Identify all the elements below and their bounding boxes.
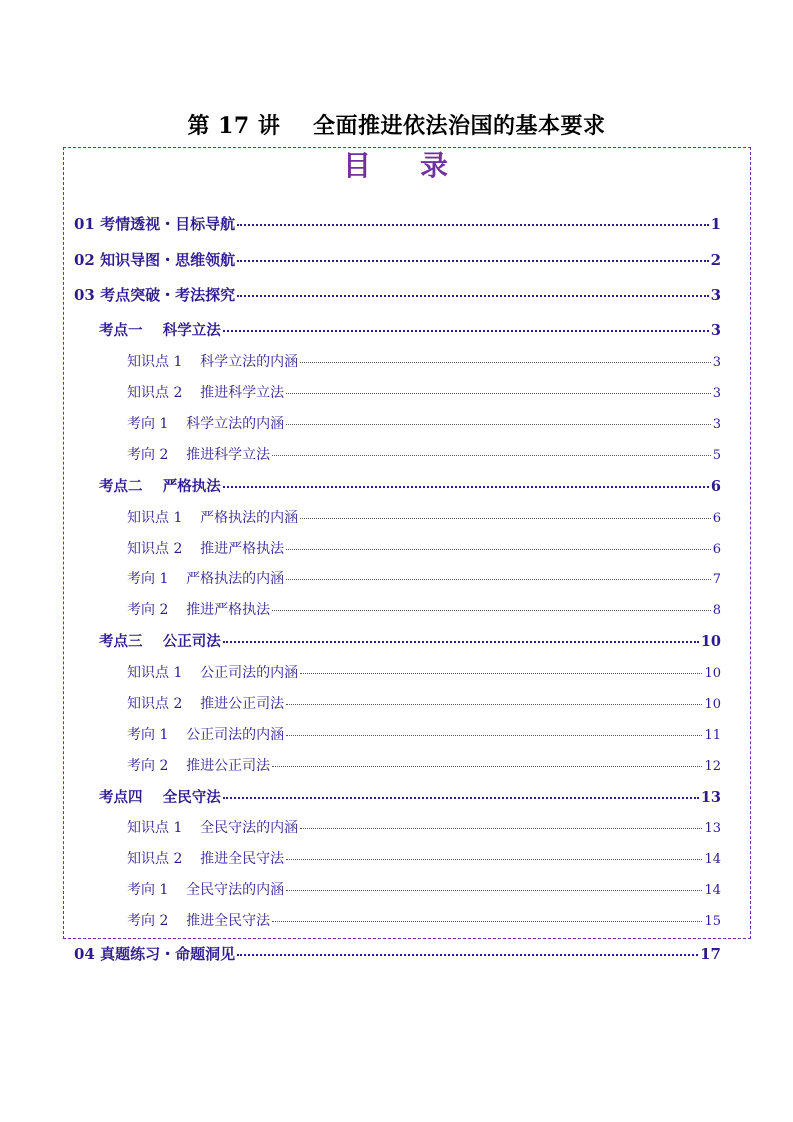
dot-leader	[300, 672, 702, 674]
toc-entry-label: 知识点 1 全民守法的内涵	[127, 820, 299, 836]
toc-entry-section-04[interactable]	[74, 943, 721, 964]
toc-entry-page: 11	[704, 728, 721, 743]
dot-leader	[286, 392, 711, 394]
dot-leader	[237, 294, 708, 297]
dot-leader	[272, 454, 711, 456]
dot-leader	[286, 548, 711, 550]
toc-entry-knowledge-3-2[interactable]	[127, 693, 721, 713]
toc-entry-label: 知识点 1 严格执法的内涵	[127, 510, 299, 526]
toc-entry-section-02[interactable]	[74, 249, 721, 270]
toc-entry-page: 17	[700, 945, 721, 963]
toc-entry-page: 3	[710, 322, 721, 339]
toc-entry-label: 考向 2 推进严格执法	[127, 602, 271, 618]
toc-entry-page: 3	[712, 386, 721, 401]
dot-leader	[286, 423, 711, 425]
toc-entry-page: 10	[704, 697, 721, 712]
toc-entry-label: 考向 1 公正司法的内涵	[127, 727, 285, 743]
toc-entry-knowledge-1-2[interactable]	[127, 382, 721, 402]
dot-leader	[286, 734, 702, 736]
toc-entry-label: 04 真题练习・命题洞见	[74, 945, 236, 963]
toc-entry-direction-3-2[interactable]	[127, 755, 721, 775]
toc-entry-direction-1-1[interactable]	[127, 413, 721, 433]
dot-leader	[237, 223, 708, 226]
toc-heading: 目 录	[343, 149, 450, 182]
toc-entry-knowledge-1-1[interactable]	[127, 351, 721, 371]
toc-entry-page: 6	[712, 511, 721, 526]
toc-entry-knowledge-3-1[interactable]	[127, 662, 721, 682]
toc-entry-page: 12	[704, 759, 721, 774]
toc-entry-page: 8	[712, 603, 721, 618]
toc-entry-label: 考点四 全民守法	[99, 789, 221, 806]
dot-leader	[300, 361, 711, 363]
toc-entry-label: 考向 2 推进全民守法	[127, 913, 271, 929]
toc-entry-page: 10	[700, 633, 721, 650]
toc-entry-direction-2-1[interactable]	[127, 568, 721, 588]
toc-entry-direction-3-1[interactable]	[127, 724, 721, 744]
toc-entry-topic-4[interactable]	[99, 786, 721, 807]
toc-entry-page: 1	[710, 215, 721, 233]
dot-leader	[272, 609, 711, 611]
toc-entry-knowledge-4-1[interactable]	[127, 817, 721, 837]
dot-leader	[286, 858, 702, 860]
dot-leader	[223, 640, 699, 643]
toc-entry-knowledge-2-2[interactable]	[127, 538, 721, 558]
toc-entry-page: 15	[704, 914, 721, 929]
toc-entry-knowledge-2-1[interactable]	[127, 507, 721, 527]
dot-leader	[223, 329, 709, 332]
toc-entry-label: 知识点 2 推进公正司法	[127, 696, 285, 712]
toc-entry-direction-4-1[interactable]	[127, 879, 721, 899]
toc-entry-page: 6	[712, 542, 721, 557]
toc-entry-label: 考点一 科学立法	[99, 322, 221, 339]
toc-entry-label: 考向 1 严格执法的内涵	[127, 571, 285, 587]
toc-entry-label: 知识点 2 推进全民守法	[127, 851, 285, 867]
toc-entry-page: 13	[700, 789, 721, 806]
dot-leader	[237, 953, 698, 956]
toc-entry-page: 2	[710, 251, 721, 269]
dot-leader	[286, 889, 702, 891]
toc-entry-label: 知识点 1 公正司法的内涵	[127, 665, 299, 681]
toc-entry-page: 3	[710, 286, 721, 304]
document-title: 第 17 讲 全面推进依法治国的基本要求	[187, 112, 606, 139]
toc-entry-page: 13	[704, 821, 721, 836]
toc-entry-label: 考向 1 全民守法的内涵	[127, 882, 285, 898]
toc-entry-label: 知识点 2 推进严格执法	[127, 541, 285, 557]
toc-entry-label: 考点三 公正司法	[99, 633, 221, 650]
toc-entry-label: 02 知识导图・思维领航	[74, 251, 236, 269]
toc-entry-label: 01 考情透视・目标导航	[74, 215, 236, 233]
dot-leader	[272, 765, 702, 767]
dot-leader	[223, 485, 709, 488]
toc-entry-direction-2-2[interactable]	[127, 599, 721, 619]
dot-leader	[272, 920, 702, 922]
toc-entry-knowledge-4-2[interactable]	[127, 848, 721, 868]
dot-leader	[300, 517, 711, 519]
toc-entry-label: 知识点 2 推进科学立法	[127, 385, 285, 401]
toc-entry-label: 考向 2 推进公正司法	[127, 758, 271, 774]
toc-entry-section-01[interactable]	[74, 213, 721, 234]
toc-entry-label: 知识点 1 科学立法的内涵	[127, 354, 299, 370]
toc-entry-label: 考向 2 推进科学立法	[127, 447, 271, 463]
toc-entry-topic-3[interactable]	[99, 630, 721, 651]
toc-entry-label: 考向 1 科学立法的内涵	[127, 416, 285, 432]
toc-entry-section-03[interactable]	[74, 284, 721, 305]
dot-leader	[300, 827, 702, 829]
toc-entry-page: 7	[712, 572, 721, 587]
toc-entry-page: 6	[710, 478, 721, 495]
toc-entry-direction-1-2[interactable]	[127, 444, 721, 464]
dot-leader	[286, 703, 702, 705]
toc-entry-topic-2[interactable]	[99, 475, 721, 496]
toc-entry-direction-4-2[interactable]	[127, 910, 721, 930]
dot-leader	[286, 578, 711, 580]
toc-entry-page: 3	[712, 417, 721, 432]
toc-entry-label: 03 考点突破・考法探究	[74, 286, 236, 304]
toc-entry-page: 10	[704, 666, 721, 681]
toc-entry-page: 3	[712, 355, 721, 370]
dot-leader	[223, 796, 699, 799]
dot-leader	[237, 259, 708, 262]
toc-entry-page: 5	[712, 448, 721, 463]
toc-entry-topic-1[interactable]	[99, 319, 721, 340]
toc-entry-page: 14	[704, 883, 721, 898]
toc-entry-label: 考点二 严格执法	[99, 478, 221, 495]
toc-entry-page: 14	[704, 852, 721, 867]
